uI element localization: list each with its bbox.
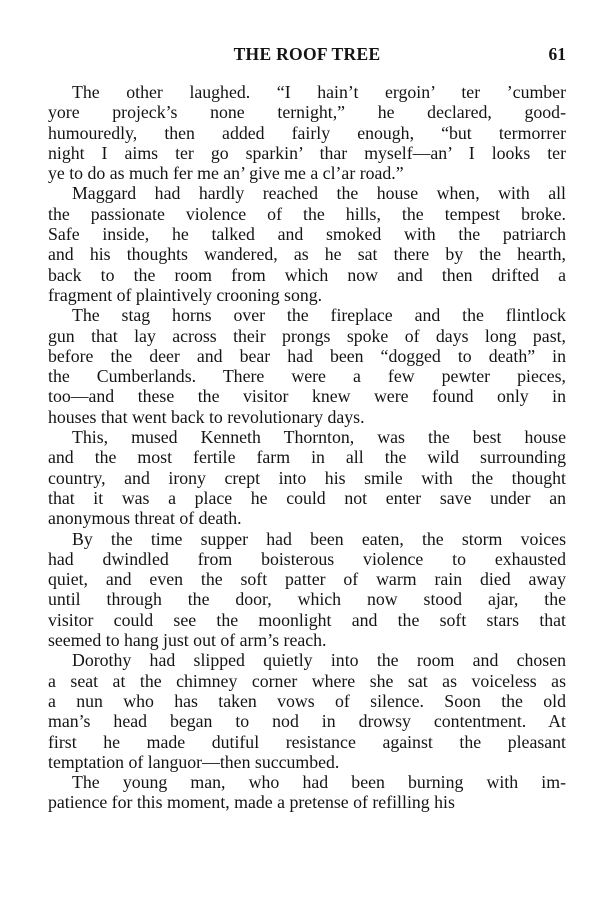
text-line: humouredly, then added fairly enough, “but termorrer xyxy=(48,122,566,143)
text-line: anonymous threat of death. xyxy=(48,508,242,529)
running-head xyxy=(48,44,566,70)
text-line: too—and these the visitor knew were found only in xyxy=(48,386,566,407)
text-line: man’s head began to nod in drowsy contentment. At xyxy=(48,711,566,732)
paragraph xyxy=(48,427,566,528)
text-line: The stag horns over the fireplace and the flintlock xyxy=(72,305,566,326)
text-line: had dwindled from boisterous violence to exhausted xyxy=(48,548,566,569)
paragraph xyxy=(48,650,566,772)
paragraph xyxy=(48,529,566,651)
text-line: Maggard had hardly reached the house when, with all xyxy=(72,183,566,204)
text-line: Safe inside, he talked and smoked with the patriarch xyxy=(48,224,566,245)
paragraph xyxy=(48,183,566,305)
text-line: gun that lay across their prongs spoke of days long past, xyxy=(48,325,566,346)
text-line: The other laughed. “I hain’t ergoin’ ter ’cumber xyxy=(72,82,566,102)
paragraph xyxy=(48,772,566,813)
text-line: a seat at the chimney corner where she sat as voiceless as xyxy=(48,670,566,691)
text-line: first he made dutiful resistance against the pleasant xyxy=(48,731,566,752)
text-line: patience for this moment, made a pretense of refilling his xyxy=(48,792,455,813)
text-line: ye to do as much fer me an’ give me a cl’ar road.” xyxy=(48,163,404,184)
paragraph xyxy=(48,305,566,427)
text-line: back to the room from which now and then drifted a xyxy=(48,264,566,285)
text-line: a nun who has taken vows of silence. Soon the old xyxy=(48,690,566,711)
text-line: the Cumberlands. There were a few pewter pieces, xyxy=(48,366,566,387)
text-line: before the deer and bear had been “dogged to death” in xyxy=(48,345,566,366)
body-text xyxy=(48,82,566,813)
text-line: Dorothy had slipped quietly into the room and chosen xyxy=(72,650,566,671)
text-line: This, mused Kenneth Thornton, was the best house xyxy=(72,427,566,448)
text-line: quiet, and even the soft patter of warm rain died away xyxy=(48,569,566,590)
text-line: temptation of languor—then succumbed. xyxy=(48,751,340,772)
text-line: the passionate violence of the hills, the tempest broke. xyxy=(48,203,566,224)
text-line: and the most fertile farm in all the wild surrounding xyxy=(48,447,566,468)
page-number: 61 xyxy=(548,44,566,64)
running-title: THE ROOF TREE xyxy=(233,44,381,64)
text-line: fragment of plaintively crooning song. xyxy=(48,284,323,305)
text-line: seemed to hang just out of arm’s reach. xyxy=(48,630,327,651)
text-line: By the time supper had been eaten, the storm voices xyxy=(72,528,566,549)
text-line: until through the door, which now stood ajar, the xyxy=(48,589,566,610)
text-line: The young man, who had been burning with im- xyxy=(72,772,566,793)
text-line: and his thoughts wandered, as he sat there by the hearth, xyxy=(48,244,566,265)
text-line: that it was a place he could not enter save under an xyxy=(48,487,566,508)
book-page xyxy=(48,44,566,813)
text-line: yore projeck’s none ternight,” he declared, good- xyxy=(48,102,566,123)
text-line: country, and irony crept into his smile with the thought xyxy=(48,467,566,488)
paragraph xyxy=(48,82,566,183)
text-line: visitor could see the moonlight and the soft stars that xyxy=(48,609,566,630)
text-line: night I aims ter go sparkin’ thar myself—an’ I looks ter xyxy=(48,142,566,163)
text-line: houses that went back to revolutionary days. xyxy=(48,406,365,427)
